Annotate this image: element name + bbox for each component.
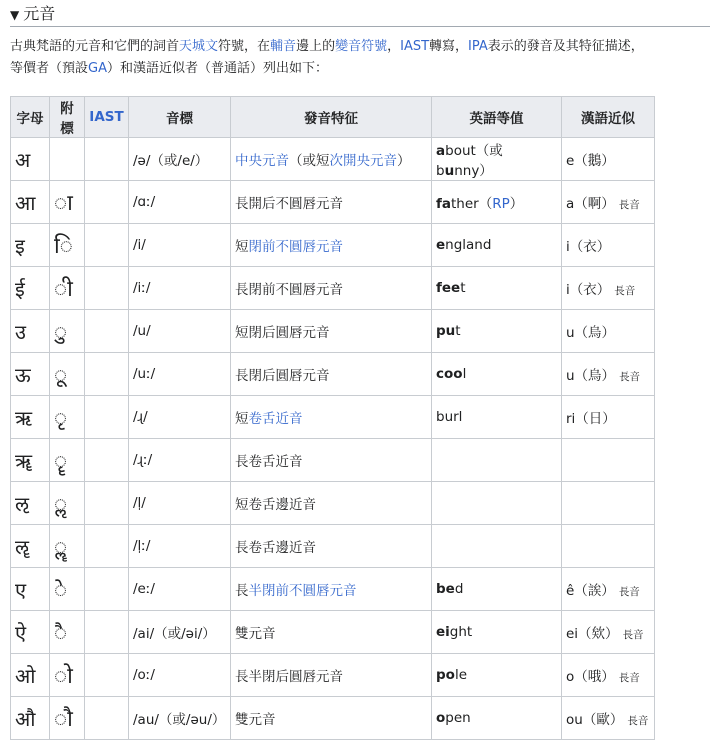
vowel-sign: ◌ू — [54, 363, 68, 388]
cell-ipa: /ai/（或/əi/） — [129, 611, 231, 654]
cell-letter: अ — [11, 138, 50, 181]
table-row — [11, 181, 655, 224]
collapse-triangle-icon[interactable]: ▼ — [10, 8, 20, 22]
cell-feature — [231, 525, 432, 568]
bold-text: fa — [436, 196, 451, 212]
cell-feature — [231, 224, 432, 267]
vowel-sign: ◌ौ — [54, 707, 73, 732]
text-segment: 轉寫， — [429, 39, 469, 54]
cell-sign — [50, 697, 85, 740]
cell-iast — [85, 181, 129, 224]
text-segment: nny） — [454, 163, 493, 179]
table-row — [11, 482, 655, 525]
vowel-sign: ◌े — [54, 578, 68, 603]
cell-english — [432, 181, 562, 224]
cell-chinese — [562, 353, 655, 396]
chinese-approx: ei（欸） — [566, 626, 619, 642]
cell-letter: ॡ — [11, 525, 50, 568]
vowel-sign: ◌ु — [54, 320, 68, 345]
cell-ipa: /iː/ — [129, 267, 231, 310]
cell-ipa: /au/（或/əu/） — [129, 697, 231, 740]
cell-chinese — [562, 611, 655, 654]
cell-iast — [85, 310, 129, 353]
cell-ipa: /u/ — [129, 310, 231, 353]
cell-iast — [85, 482, 129, 525]
intro-paragraph — [10, 36, 720, 80]
cell-ipa: /oː/ — [129, 654, 231, 697]
cell-english — [432, 439, 562, 482]
cell-chinese — [562, 525, 655, 568]
header-letter: 字母 — [11, 97, 50, 138]
cell-sign — [50, 525, 85, 568]
bold-text: be — [436, 581, 455, 597]
section-heading[interactable] — [10, 2, 710, 27]
inline-link[interactable]: 次開央元音 — [329, 153, 397, 169]
cell-feature — [231, 138, 432, 181]
inline-link[interactable]: 輔音 — [270, 39, 297, 54]
cell-ipa: /ə/（或/e/） — [129, 138, 231, 181]
cell-english — [432, 568, 562, 611]
cell-chinese — [562, 482, 655, 525]
chinese-approx: u（烏） — [566, 368, 616, 384]
text-segment: 等價者（預設 — [10, 61, 89, 76]
cell-sign — [50, 654, 85, 697]
chinese-approx: i（衣） — [566, 282, 611, 298]
header-iast-link[interactable]: IAST — [85, 97, 129, 138]
cell-iast — [85, 654, 129, 697]
inline-link[interactable]: 中央元音 — [235, 153, 289, 169]
text-segment: le — [454, 667, 468, 683]
header-ipa: 音標 — [129, 97, 231, 138]
text-segment: ， — [387, 39, 401, 54]
cell-chinese — [562, 181, 655, 224]
text-segment: l — [462, 366, 467, 382]
chinese-approx: e（鵝） — [566, 153, 615, 169]
cell-sign — [50, 310, 85, 353]
text-segment: 長卷舌邊近音 — [235, 540, 316, 556]
cell-english — [432, 525, 562, 568]
cell-ipa: /ɻː/ — [129, 439, 231, 482]
cell-chinese — [562, 138, 655, 181]
cell-chinese — [562, 568, 655, 611]
cell-letter: ऊ — [11, 353, 50, 396]
cell-letter: औ — [11, 697, 50, 740]
cell-feature — [231, 611, 432, 654]
cell-feature — [231, 267, 432, 310]
cell-letter: ई — [11, 267, 50, 310]
bold-text: fee — [436, 280, 461, 296]
cell-ipa: /ɑː/ — [129, 181, 231, 224]
vowel-table — [10, 96, 655, 740]
cell-chinese — [562, 310, 655, 353]
text-segment: 古典梵語的元音和它們的詞首 — [10, 39, 180, 54]
inline-link[interactable]: 天城文 — [179, 39, 219, 54]
table-row — [11, 138, 655, 181]
vowel-sign: ◌ॢ — [54, 492, 68, 517]
cell-feature — [231, 568, 432, 611]
cell-sign — [50, 353, 85, 396]
cell-letter: आ — [11, 181, 50, 224]
table-row — [11, 654, 655, 697]
text-segment: 符號，在 — [218, 39, 271, 54]
long-vowel-note: 長音 — [618, 199, 640, 211]
table-header-row — [11, 97, 655, 138]
cell-ipa: /l̩/ — [129, 482, 231, 525]
table-row — [11, 396, 655, 439]
cell-letter: ए — [11, 568, 50, 611]
cell-feature — [231, 353, 432, 396]
cell-sign — [50, 439, 85, 482]
text-segment: 長開后不圓唇元音 — [235, 196, 343, 212]
header-sign: 附標 — [50, 97, 85, 138]
cell-sign — [50, 568, 85, 611]
table-row — [11, 525, 655, 568]
cell-letter: ऐ — [11, 611, 50, 654]
cell-letter: ॠ — [11, 439, 50, 482]
text-segment: t — [460, 280, 466, 296]
cell-letter: इ — [11, 224, 50, 267]
cell-feature — [231, 482, 432, 525]
text-segment: 短閉后圓唇元音 — [235, 325, 330, 341]
cell-iast — [85, 353, 129, 396]
cell-chinese — [562, 396, 655, 439]
cell-chinese — [562, 224, 655, 267]
chinese-approx: i（衣） — [566, 239, 611, 255]
inline-link[interactable]: 半閉前不圓唇元音 — [248, 583, 357, 599]
table-row — [11, 353, 655, 396]
chinese-approx: a（啊） — [566, 196, 615, 212]
text-segment: pen — [445, 710, 471, 726]
cell-iast — [85, 267, 129, 310]
text-segment: bout（或b — [436, 143, 503, 179]
cell-english — [432, 224, 562, 267]
inline-link[interactable]: IPA — [468, 39, 488, 54]
cell-ipa: /i/ — [129, 224, 231, 267]
vowel-sign: ◌ा — [54, 191, 73, 216]
bold-text: e — [436, 237, 446, 253]
cell-sign — [50, 267, 85, 310]
table-row — [11, 697, 655, 740]
cell-iast — [85, 568, 129, 611]
cell-iast — [85, 138, 129, 181]
long-vowel-note: 長音 — [619, 371, 641, 383]
table-row — [11, 611, 655, 654]
text-segment: 邊上的 — [296, 39, 336, 54]
header-feature: 發音特征 — [231, 97, 432, 138]
long-vowel-note: 長音 — [618, 672, 640, 684]
cell-english — [432, 654, 562, 697]
text-segment: ngland — [445, 237, 492, 253]
text-segment: ） — [397, 153, 411, 169]
cell-chinese — [562, 697, 655, 740]
cell-letter: उ — [11, 310, 50, 353]
cell-english — [432, 353, 562, 396]
cell-ipa: /l̩ː/ — [129, 525, 231, 568]
inline-link[interactable]: 閉前不圓唇元音 — [248, 239, 343, 255]
cell-iast — [85, 439, 129, 482]
text-segment: burl — [436, 409, 463, 425]
vowel-sign: ◌ृ — [54, 406, 68, 431]
text-segment: ther（ — [450, 196, 493, 212]
cell-chinese — [562, 439, 655, 482]
cell-english — [432, 138, 562, 181]
cell-ipa: /eː/ — [129, 568, 231, 611]
bold-text: u — [444, 163, 455, 179]
cell-english — [432, 611, 562, 654]
long-vowel-note: 長音 — [614, 285, 636, 297]
text-segment: （或短 — [289, 153, 330, 169]
bold-text: coo — [436, 366, 463, 382]
vowel-sign: ◌ि — [54, 234, 73, 259]
header-english: 英語等值 — [432, 97, 562, 138]
chinese-approx: ou（歐） — [566, 712, 624, 728]
cell-feature — [231, 310, 432, 353]
vowel-sign: ◌ॄ — [54, 449, 68, 474]
cell-sign — [50, 181, 85, 224]
chinese-approx: u（烏） — [566, 325, 616, 341]
text-segment: 短 — [235, 411, 249, 427]
text-segment: 長半閉后圓唇元音 — [235, 669, 343, 685]
long-vowel-note: 長音 — [618, 586, 640, 598]
cell-sign — [50, 224, 85, 267]
table-row — [11, 568, 655, 611]
table-row — [11, 439, 655, 482]
cell-english — [432, 396, 562, 439]
text-segment: 雙元音 — [235, 712, 276, 728]
cell-letter: ऋ — [11, 396, 50, 439]
inline-link[interactable]: RP — [492, 196, 510, 212]
cell-sign — [50, 611, 85, 654]
cell-ipa: /uː/ — [129, 353, 231, 396]
cell-iast — [85, 525, 129, 568]
table-row — [11, 224, 655, 267]
intro-line-2 — [10, 58, 720, 80]
cell-english — [432, 267, 562, 310]
vowel-sign: ◌ी — [54, 277, 73, 302]
cell-chinese — [562, 654, 655, 697]
text-segment: 表示的發音及其特征描述， — [487, 39, 644, 54]
cell-iast — [85, 611, 129, 654]
long-vowel-note: 長音 — [622, 629, 644, 641]
intro-line-1 — [10, 36, 720, 58]
cell-feature — [231, 181, 432, 224]
cell-sign — [50, 396, 85, 439]
cell-iast — [85, 224, 129, 267]
cell-english — [432, 697, 562, 740]
bold-text: po — [436, 667, 455, 683]
cell-chinese — [562, 267, 655, 310]
inline-link[interactable]: 變音符號 — [335, 39, 388, 54]
cell-feature — [231, 697, 432, 740]
cell-feature — [231, 439, 432, 482]
inline-link[interactable]: GA — [88, 61, 107, 76]
vowel-sign: ◌ॣ — [54, 535, 68, 560]
chinese-approx: ê（誒） — [566, 583, 615, 599]
text-segment: d — [454, 581, 464, 597]
cell-ipa: /ɻ/ — [129, 396, 231, 439]
bold-text: a — [436, 143, 446, 159]
text-segment: 長卷舌近音 — [235, 454, 303, 470]
cell-iast — [85, 697, 129, 740]
text-segment: 雙元音 — [235, 626, 276, 642]
text-segment: 長閉后圓唇元音 — [235, 368, 330, 384]
text-segment: ght — [449, 624, 473, 640]
text-segment: 短卷舌邊近音 — [235, 497, 316, 513]
cell-iast — [85, 396, 129, 439]
table-body — [11, 138, 655, 740]
inline-link[interactable]: 卷舌近音 — [248, 411, 303, 427]
cell-sign — [50, 138, 85, 181]
table-row — [11, 267, 655, 310]
text-segment: ）和漢語近似者（普通話）列出如下： — [106, 61, 328, 76]
inline-link[interactable]: IAST — [400, 39, 430, 54]
cell-letter: ऌ — [11, 482, 50, 525]
table-row — [11, 310, 655, 353]
bold-text: o — [436, 710, 446, 726]
text-segment: 長 — [235, 583, 249, 599]
text-segment: 長閉前不圓唇元音 — [235, 282, 343, 298]
text-segment: t — [455, 323, 461, 339]
cell-english — [432, 482, 562, 525]
cell-feature — [231, 396, 432, 439]
chinese-approx: ri（日） — [566, 411, 616, 427]
text-segment: 短 — [235, 239, 249, 255]
long-vowel-note: 長音 — [627, 715, 649, 727]
cell-letter: ओ — [11, 654, 50, 697]
bold-text: pu — [436, 323, 456, 339]
text-segment: ） — [509, 196, 524, 212]
vowel-sign: ◌ो — [54, 664, 73, 689]
cell-english — [432, 310, 562, 353]
cell-feature — [231, 654, 432, 697]
cell-sign — [50, 482, 85, 525]
chinese-approx: o（哦） — [566, 669, 615, 685]
header-chinese: 漢語近似 — [562, 97, 655, 138]
bold-text: ei — [436, 624, 450, 640]
section-title: 元音 — [23, 4, 56, 23]
vowel-sign: ◌ै — [54, 621, 68, 646]
